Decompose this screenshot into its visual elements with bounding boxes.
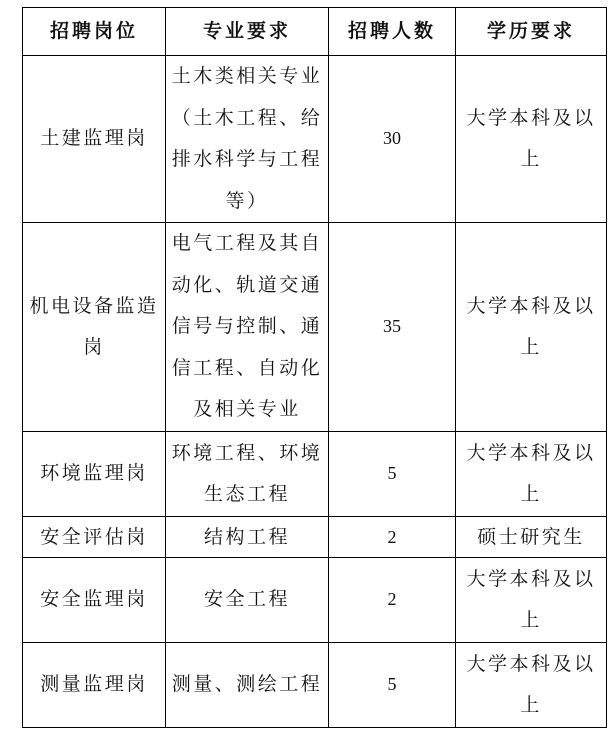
cell-position: 机电设备监造岗: [23, 223, 166, 432]
cell-major: 电气工程及其自动化、轨道交通信号与控制、通信工程、自动化及相关专业: [166, 223, 329, 432]
cell-position: 环境监理岗: [23, 432, 166, 517]
cell-education: 硕士研究生: [456, 517, 607, 558]
cell-education: 大学本科及以上: [456, 432, 607, 517]
table-header-row: [23, 8, 607, 56]
cell-education: 大学本科及以上: [456, 558, 607, 643]
cell-education: 大学本科及以上: [456, 56, 607, 223]
cell-major: 测量、测绘工程: [166, 643, 329, 728]
cell-major: 安全工程: [166, 558, 329, 643]
cell-major: 结构工程: [166, 517, 329, 558]
recruitment-table: [22, 7, 607, 728]
cell-count: 2: [329, 558, 456, 643]
header-major: 专业要求: [166, 8, 329, 56]
header-count: 招聘人数: [329, 8, 456, 56]
cell-count: 5: [329, 432, 456, 517]
table-row: [23, 558, 607, 643]
cell-major: 土木类相关专业（土木工程、给排水科学与工程等）: [166, 56, 329, 223]
table-row: [23, 56, 607, 223]
table-row: [23, 643, 607, 728]
cell-position: 测量监理岗: [23, 643, 166, 728]
cell-position: 土建监理岗: [23, 56, 166, 223]
cell-position: 安全评估岗: [23, 517, 166, 558]
cell-count: 35: [329, 223, 456, 432]
header-education: 学历要求: [456, 8, 607, 56]
cell-position: 安全监理岗: [23, 558, 166, 643]
cell-count: 5: [329, 643, 456, 728]
cell-major: 环境工程、环境生态工程: [166, 432, 329, 517]
cell-count: 2: [329, 517, 456, 558]
header-position: 招聘岗位: [23, 8, 166, 56]
cell-count: 30: [329, 56, 456, 223]
table-row: [23, 517, 607, 558]
table-row: [23, 432, 607, 517]
table-row: [23, 223, 607, 432]
cell-education: 大学本科及以上: [456, 223, 607, 432]
cell-education: 大学本科及以上: [456, 643, 607, 728]
